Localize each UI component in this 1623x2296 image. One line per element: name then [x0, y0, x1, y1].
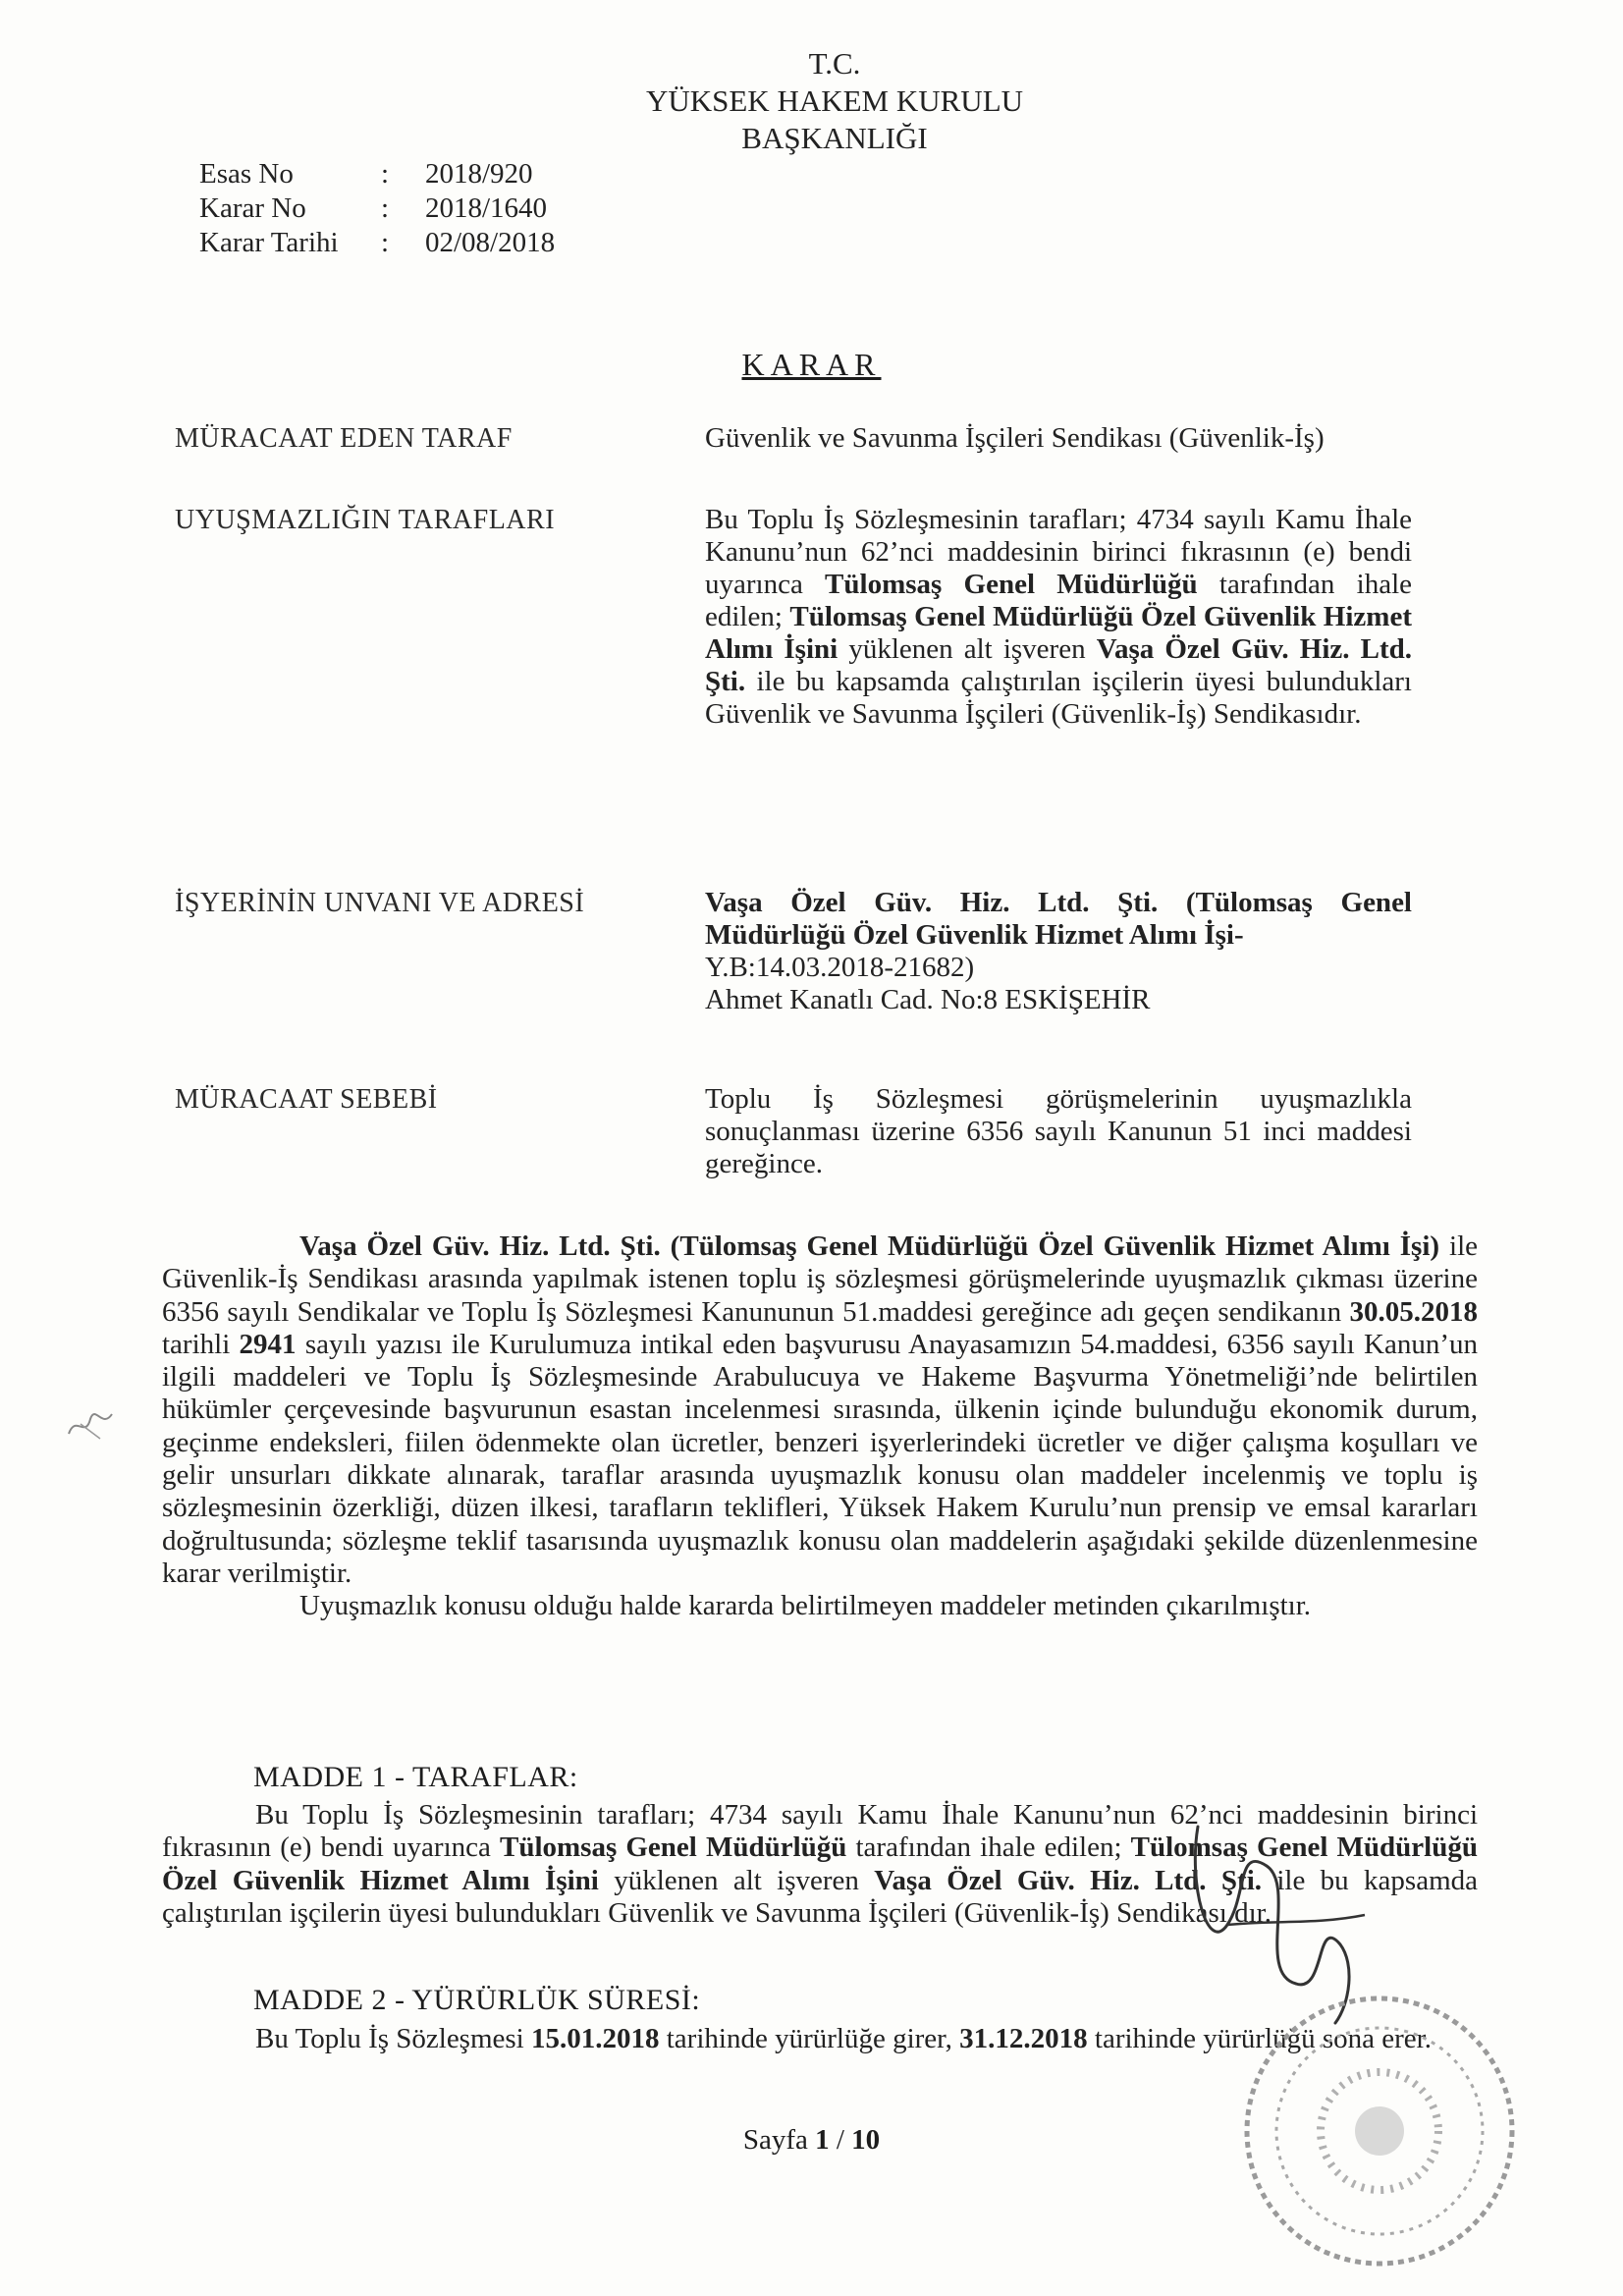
page-total: 10 [851, 2124, 881, 2156]
separator: : [381, 192, 390, 224]
bold-run: Tülomsaş Genel Müdürlüğü [500, 1831, 847, 1864]
text-run: tarihli [162, 1328, 240, 1360]
body-paragraph [162, 1230, 1478, 1590]
taraflar-label: UYUŞMAZLIĞIN TARAFLARI [175, 505, 556, 535]
page-current: 1 [815, 2124, 830, 2156]
isyeri-registry: Y.B:14.03.2018-21682) [705, 952, 975, 983]
page-sep: / [829, 2124, 852, 2156]
esas-label: Esas No [199, 158, 294, 190]
bold-run: Tülomsaş Genel Müdürlüğü Özel Güvenlik Hizmet Alımı İşini [705, 601, 1412, 665]
header-presidency: BAŞKANLIĞI [741, 121, 928, 155]
bold-run: 30.05.2018 [1349, 1295, 1478, 1328]
document-title: KARAR [741, 347, 882, 382]
bold-run: Vaşa Özel Güv. Hiz. Ltd. Şti. [299, 1230, 661, 1262]
text-run: yüklenen alt işveren [598, 1864, 875, 1896]
isyeri-address: Ahmet Kanatlı Cad. No:8 ESKİŞEHİR [705, 984, 1151, 1015]
separator: : [381, 227, 390, 258]
esas-value: 2018/920 [425, 158, 533, 190]
madde-2-title: MADDE 2 - YÜRÜRLÜK SÜRESİ: [253, 1984, 701, 2016]
esas-row [199, 157, 555, 191]
text-run: tarihinde yürürlüğe girer, [659, 2023, 960, 2054]
text-run: tarihinde yürürlüğü sona erer. [1087, 2023, 1432, 2054]
text-run: ile Güvenlik-İş Sendikası arasında yapılmak istenen toplu iş sözleşmesi görüşmelerinde uyuşmazlık çıkması üzerine 6356 sayılı Sendikalar ve Toplu İş Sözleşmesi Kanununun 51.maddesi gereğince adı geçen sendikanın [162, 1230, 1478, 1328]
isyeri-label: İŞYERİNİN UNVANI VE ADRESİ [175, 888, 585, 918]
bold-run: 2941 [239, 1328, 297, 1360]
official-stamp-seal [1232, 1984, 1527, 2278]
text-run: ile bu kapsamda çalıştırılan işçilerin üyesi bulundukları Güvenlik ve Savunma İşçileri (Güvenlik-İş) Sendikasıdır. [705, 666, 1412, 730]
karar-no-value: 2018/1640 [425, 192, 548, 224]
text-run [661, 1230, 671, 1262]
text-run: tarafından ihale edilen; [846, 1831, 1131, 1864]
muracaat-eden-value: Güvenlik ve Savunma İşçileri Sendikası (Güvenlik-İş) [705, 422, 1325, 454]
page-prefix: Sayfa [742, 2124, 816, 2156]
text-run: yüklenen alt işveren [838, 633, 1097, 665]
bold-run: (Tülomsaş Genel Müdürlüğü Özel Güvenlik Hizmet Alımı İşi) [670, 1230, 1440, 1262]
bold-run: 31.12.2018 [959, 2023, 1088, 2054]
bold-run: Tülomsaş Genel Müdürlüğü [825, 569, 1198, 600]
isyeri-name: Vaşa Özel Güv. Hiz. Ltd. Şti. (Tülomsaş Genel Müdürlüğü Özel Güvenlik Hizmet Alımı İşi- [705, 887, 1412, 951]
isyeri-row [175, 887, 1412, 1016]
isyeri-value [705, 887, 1412, 1016]
text-run: Bu Toplu İş Sözleşmesinin tarafları; 4734 sayılı Kamu İhale Kanunu’nun 62’nci maddesinin birinci fıkrasının (e) bendi uyarınca [162, 1799, 1478, 1864]
karar-tarihi-row [199, 226, 555, 260]
separator: : [381, 158, 390, 190]
karar-no-row [199, 191, 555, 226]
bold-run: Tülomsaş Genel Müdürlüğü Özel Güvenlik Hizmet Alımı İşini [162, 1831, 1478, 1896]
sebep-label: MÜRACAAT SEBEBİ [175, 1084, 438, 1115]
margin-scribble [61, 1394, 120, 1453]
text-run: Bu Toplu İş Sözleşmesinin tarafları; 4734 sayılı Kamu İhale Kanunu’nun 62’nci maddesinin birinci fıkrasının (e) bendi uyarınca [705, 504, 1412, 600]
text-run: ile bu kapsamda çalıştırılan işçilerin üyesi bulundukları Güvenlik ve Savunma İşçileri (Güvenlik-İş) Sendikası dır. [162, 1864, 1478, 1929]
text-run: sayılı yazısı ile Kurulumuza intikal eden başvurusu Anayasamızın 54.maddesi, 6356 sayılı Kanun’un ilgili maddeleri ve Toplu İş Sözleşmesinde Arabulucuya ve Hakeme Başvurma Yönetmeliği’nde belirtilen hükümler çerçevesinde başvurunun esastan incelenmesi sırasında, ülkenin içinde bulunduğu ekonomik durum, geçinme endeksleri, fiilen ödenmekte olan ücretler, benzeri işyerlerindeki ücretler ve diğer çalışma koşulları ve gelir unsurları dikkate alınarak, taraflar arasında uyuşmazlık konusu olan maddeler incelenmiş ve toplu iş sözleşmesinin özerkliği, düzen ilkesi, tarafların teklifleri, Yüksek Hakem Kurulu’nun prensip ve emsal kararları doğrultusunda; sözleşme teklif tasarısında uyuşmazlık konusu olan maddelerin aşağıdaki şekilde düzenlenmesine karar verilmiştir. [162, 1328, 1478, 1589]
sebep-row [175, 1083, 1412, 1180]
muracaat-eden-label: MÜRACAAT EDEN TARAF [175, 423, 513, 454]
taraflar-row [175, 504, 1412, 731]
text-run: Bu Toplu İş Sözleşmesi [255, 2023, 531, 2054]
document-header [550, 45, 1119, 157]
karar-no-label: Karar No [199, 192, 306, 224]
madde-1-title: MADDE 1 - TARAFLAR: [253, 1761, 578, 1793]
decision-body [162, 1230, 1478, 1623]
case-metadata [199, 157, 555, 260]
body-paragraph: Uyuşmazlık konusu olduğu halde kararda belirtilmeyen maddeler metinden çıkarılmıştır. [299, 1590, 1312, 1622]
header-tc: T.C. [808, 46, 861, 81]
taraflar-value [705, 504, 1412, 731]
sebep-value: Toplu İş Sözleşmesi görüşmelerinin uyuşmazlıkla sonuçlanması üzerine 6356 sayılı Kanunun 51 inci maddesi gereğince. [705, 1083, 1412, 1179]
bold-run: Vaşa Özel Güv. Hiz. Ltd. Şti. [705, 633, 1413, 697]
karar-tarihi-label: Karar Tarihi [199, 227, 339, 258]
header-institution: YÜKSEK HAKEM KURULU [645, 83, 1024, 118]
muracaat-eden-row [175, 422, 1412, 455]
bold-run: Vaşa Özel Güv. Hiz. Ltd. Şti. [874, 1864, 1262, 1896]
bold-run: 15.01.2018 [531, 2023, 660, 2054]
karar-tarihi-value: 02/08/2018 [425, 227, 556, 258]
text-run: tarafından ihale edilen; [705, 569, 1412, 632]
